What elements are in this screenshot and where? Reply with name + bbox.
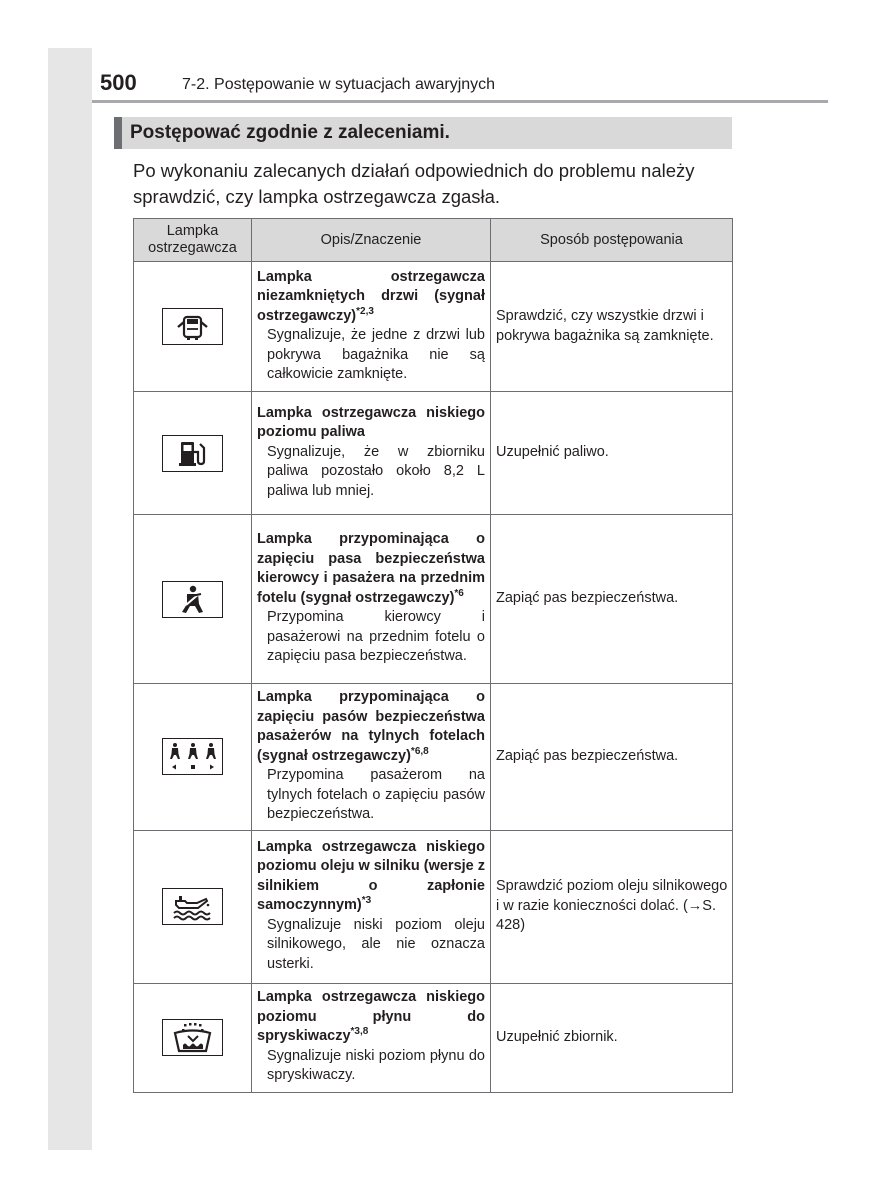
meaning-cell (252, 392, 491, 515)
footnote-ref: *3 (361, 895, 372, 907)
action-cell: Zapiąć pas bezpieczeństwa. (491, 515, 733, 684)
lamp-cell (134, 684, 252, 831)
column-header-meaning: Opis/Znaczenie (252, 219, 491, 262)
lamp-description: Sygnalizuje, że w zbiorniku paliwa pozostało około 8,2 L paliwa lub mniej. (267, 443, 485, 499)
footnote-ref: *2,3 (356, 305, 374, 317)
meaning-cell (252, 684, 491, 831)
lamp-title: Lampka przypominająca o zapięciu pasa bezpieczeństwa kierowcy i pasażera na przednim fotelu (sygnał ostrzegawczy)$^{*6}$ (257, 531, 485, 606)
section-title: Postępować zgodnie z zaleceniami. (130, 122, 450, 143)
meaning-cell (252, 262, 491, 392)
action-cell: Sprawdzić poziom oleju silnikowego i w razie konieczności dolać. (→S. 428) (491, 830, 733, 983)
column-header-action: Sposób postępowania (491, 219, 733, 262)
action-cell: Uzupełnić zbiornik. (491, 983, 733, 1092)
lamp-title: Lampka ostrzegawcza niskiego poziomu płynu do spryskiwaczy$^{*3,8}$ (257, 989, 485, 1045)
action-cell: Uzupełnić paliwo. (491, 392, 733, 515)
action-cell: Sprawdzić, czy wszystkie drzwi i pokrywa bagażnika są zamknięte. (491, 262, 733, 392)
chapter-title: 7-2. Postępowanie w sytuacjach awaryjnych (182, 76, 496, 93)
column-header-lamp: Lampka ostrzegawcza (134, 219, 252, 262)
meaning-cell (252, 830, 491, 983)
lamp-title: Lampka przypominająca o zapięciu pasów bezpieczeństwa pasażerów na tylnych fotelach (sygnał ostrzegawczy)$^{*6,8}$ (257, 689, 485, 764)
lamp-title: Lampka ostrzegawcza niskiego poziomu paliwa (257, 404, 485, 441)
table-row (134, 392, 733, 515)
lamp-cell (134, 515, 252, 684)
section-heading-bar (114, 117, 122, 149)
footnote-ref: *3,8 (350, 1026, 369, 1038)
lamp-description: Sygnalizuje niski poziom płynu do spryskiwaczy. (267, 1047, 485, 1084)
lamp-description: Sygnalizuje, że jedne z drzwi lub pokrywa bagażnika nie są całkowicie zamknięte. (267, 327, 485, 382)
lamp-title: Lampka ostrzegawcza niezamkniętych drzwi (sygnał ostrzegawczy)$^{*2,3}$ (257, 268, 485, 324)
table-row (134, 983, 733, 1092)
table-row (134, 515, 733, 684)
lamp-description: Sygnalizuje niski poziom oleju silnikowego, ale nie oznacza usterki. (267, 916, 485, 972)
lamp-description: Przypomina kierowcy i pasażerowi na przednim fotelu o zapięciu pasa bezpieczeństwa. (267, 609, 485, 665)
action-cell: Zapiąć pas bezpieczeństwa. (491, 684, 733, 831)
lamp-cell (134, 262, 252, 392)
intro-paragraph: Po wykonaniu zalecanych działań odpowiednich do problemu należy sprawdzić, czy lampka ostrzegawcza zgasła. (133, 160, 695, 207)
fuel-pump-icon (162, 435, 223, 472)
header-divider (92, 100, 828, 103)
oil-can-icon (162, 888, 223, 925)
table-row (134, 262, 733, 392)
meaning-cell (252, 983, 491, 1092)
washer-fluid-icon (162, 1019, 223, 1056)
side-margin-strip (48, 48, 92, 1150)
meaning-cell (252, 515, 491, 684)
lamp-cell (134, 983, 252, 1092)
rear-seatbelt-icon (162, 738, 223, 775)
table-row (134, 684, 733, 831)
lamp-cell (134, 392, 252, 515)
open-door-icon (162, 308, 223, 345)
footnote-ref: *6 (454, 587, 464, 599)
table-header-row (134, 219, 733, 262)
lamp-title: Lampka ostrzegawcza niskiego poziomu oleju w silniku (wersje z silnikiem o zapłonie samoczynnym)$^{*3}$ (257, 838, 486, 914)
lamp-description: Przypomina pasażerom na tylnych fotelach o zapięciu pasów bezpieczeństwa. (267, 767, 485, 822)
warning-lamp-table (133, 218, 733, 1093)
page-number: 500 (100, 70, 137, 95)
footnote-ref: *6,8 (410, 745, 429, 757)
lamp-cell (134, 830, 252, 983)
table-row (134, 830, 733, 983)
section-heading-box (114, 117, 732, 149)
seatbelt-icon (162, 581, 223, 618)
